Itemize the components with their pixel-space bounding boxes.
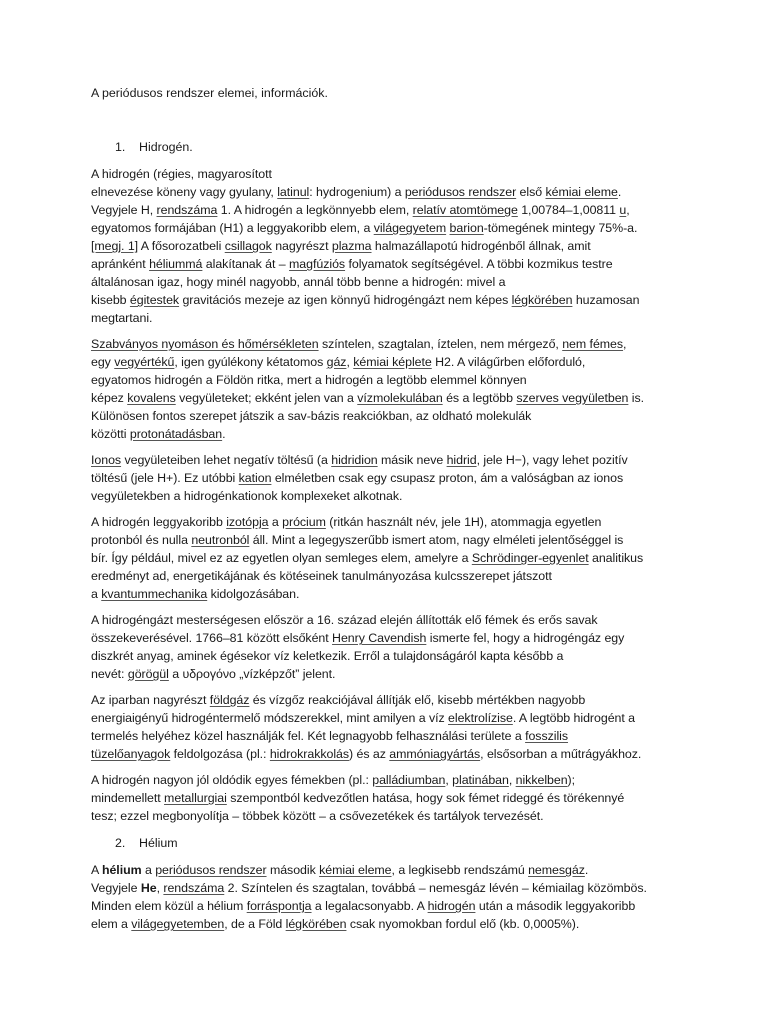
hyperlink[interactable]: vízmolekulában bbox=[357, 391, 443, 405]
hyperlink[interactable]: protonátadásban bbox=[129, 427, 223, 441]
hyperlink[interactable]: kémiai eleme bbox=[545, 185, 618, 199]
hyperlink[interactable]: u bbox=[619, 203, 627, 217]
hyperlink[interactable]: periódusos rendszer bbox=[155, 863, 267, 877]
section-number: 2. bbox=[115, 836, 126, 850]
hyperlink[interactable]: vegyértékű bbox=[114, 355, 175, 369]
paragraph: Az iparban nagyrészt földgáz és vízgőz reakciójával állítják elő, kisebb mértékben nagyobb energiaigényű hidrogéntermelő módszerekkel, mint amilyen a víz elektrolízise. A legtöbb hidrogént a termelés helyéhez közel használják fel. Két legnagyobb felhasználási területe a fosszilis tüzelőanyagok feldolgozása (pl.: hidrokrakkolás) és az ammóniagyártás, elsősorban a műtrágyákhoz. bbox=[91, 693, 642, 761]
hyperlink[interactable]: nikkelben bbox=[515, 773, 568, 787]
hyperlink[interactable]: Szabványos nyomáson és hőmérsékleten bbox=[91, 337, 319, 351]
hyperlink[interactable]: kovalens bbox=[127, 391, 176, 405]
hyperlink[interactable]: földgáz bbox=[209, 693, 250, 707]
hyperlink[interactable]: gáz bbox=[326, 355, 347, 369]
section-heading-helium bbox=[91, 834, 681, 852]
hyperlink[interactable]: magfúziós bbox=[289, 257, 346, 271]
section-body-hydrogen bbox=[91, 165, 681, 825]
bold-text: He bbox=[140, 881, 157, 895]
hyperlink[interactable]: légkörében bbox=[511, 293, 573, 307]
paragraph: Szabványos nyomáson és hőmérsékleten színtelen, szagtalan, íztelen, nem mérgező, nem fémes, egy vegyértékű, igen gyúlékony kétatomos gáz, kémiai képlete H2. A világűrben előforduló, egyatomos hidrogén a Földön ritka, mert a hidrogén a legtöbb elemmel könnyen képez kovalens vegyületeket; ekként jelen van a vízmolekulában és a legtöbb szerves vegyületben is. Különösen fontos szerepet játszik a sav-bázis reakciókban, az oldható molekulák közötti protonátadásban. bbox=[91, 337, 645, 441]
paragraph: Ionos vegyületeiben lehet negatív töltésű (a hidridion másik neve hidrid, jele H−), vagy lehet pozitív töltésű (jele H+). Ez utóbbi kation elméletben csak egy csupasz proton, ám a valóságban az ionos vegyületekben a hidrogénkationok komplexeket alkotnak. bbox=[91, 453, 628, 503]
hyperlink[interactable]: elektrolízise bbox=[448, 711, 513, 725]
document-title: A periódusos rendszer elemei, információk. bbox=[91, 86, 328, 100]
hyperlink[interactable]: kvantummechanika bbox=[101, 587, 208, 601]
hyperlink[interactable]: palládiumban bbox=[372, 773, 446, 787]
hyperlink[interactable]: metallurgiai bbox=[164, 791, 227, 805]
hyperlink[interactable]: latinul bbox=[277, 185, 310, 199]
hyperlink[interactable]: tüzelőanyagok bbox=[91, 747, 171, 761]
paragraph: A hélium a periódusos rendszer második kémiai eleme, a legkisebb rendszámú nemesgáz. Vegyjele He, rendszáma 2. Színtelen és szagtalan, továbbá – nemesgáz lévén – kémiailag közömbös. Minden elem közül a hélium forráspontja a legalacsonyabb. A hidrogén után a második leggyakoribb elem a világegyetemben, de a Föld légkörében csak nyomokban fordul elő (kb. 0,0005%). bbox=[91, 863, 647, 931]
hyperlink[interactable]: prócium bbox=[282, 515, 326, 529]
hyperlink[interactable]: hidridion bbox=[331, 453, 378, 467]
bold-text: hélium bbox=[101, 863, 142, 877]
hyperlink[interactable]: [megj. 1] bbox=[91, 239, 139, 253]
hyperlink[interactable]: neutronból bbox=[191, 533, 250, 547]
hyperlink[interactable]: izotópja bbox=[226, 515, 269, 529]
hyperlink[interactable]: rendszáma bbox=[156, 203, 218, 217]
hyperlink[interactable]: Schrödinger-egyenlet bbox=[471, 551, 589, 565]
section-body-helium bbox=[91, 861, 681, 933]
section-title: Hélium bbox=[139, 836, 178, 850]
hyperlink[interactable]: kémiai eleme bbox=[319, 863, 392, 877]
document-page bbox=[91, 84, 681, 933]
section-number: 1. bbox=[115, 140, 126, 154]
paragraph: A hidrogén nagyon jól oldódik egyes fémekben (pl.: palládiumban, platinában, nikkelben); mindemellett metallurgiai szempontból kedvezőtlen hatása, hogy sok fémet rideggé és törékennyé tesz; ezzel megbonyolítja – többek között – a csővezetékek és tartályok tervezését. bbox=[91, 773, 625, 823]
section-title: Hidrogén. bbox=[139, 140, 193, 154]
hyperlink[interactable]: hidrid bbox=[446, 453, 477, 467]
hyperlink[interactable]: kation bbox=[238, 471, 272, 485]
hyperlink[interactable]: héliummá bbox=[149, 257, 203, 271]
hyperlink[interactable]: hidrogén bbox=[427, 899, 476, 913]
hyperlink[interactable]: Ionos bbox=[91, 453, 122, 467]
hyperlink[interactable]: plazma bbox=[331, 239, 372, 253]
hyperlink[interactable]: forráspontja bbox=[246, 899, 312, 913]
hyperlink[interactable]: fosszilis bbox=[525, 729, 569, 743]
hyperlink[interactable]: világegyetemben bbox=[131, 917, 225, 931]
hyperlink[interactable]: Henry Cavendish bbox=[332, 631, 427, 645]
paragraph: A hidrogén leggyakoribb izotópja a prócium (ritkán használt név, jele 1H), atommagja egyetlen protonból és nulla neutronból áll. Mint a legegyszerűbb ismert atom, nagy elméleti jelentőséggel is bír. Így például, mivel ez az egyetlen olyan semleges elem, amelyre a Schrödinger-egyenlet analitikus eredményt ad, energetikájának és kötéseinek tanulmányozása kulcsszerepet játszott a kvantummechanika kidolgozásában. bbox=[91, 515, 644, 601]
hyperlink[interactable]: hidrokrakkolás bbox=[269, 747, 350, 761]
section-heading-hydrogen bbox=[91, 138, 681, 156]
hyperlink[interactable]: szerves vegyületben bbox=[516, 391, 629, 405]
hyperlink[interactable]: nem fémes bbox=[562, 337, 624, 351]
hyperlink[interactable]: rendszáma bbox=[163, 881, 225, 895]
hyperlink[interactable]: kémiai képlete bbox=[353, 355, 432, 369]
hyperlink[interactable]: nemesgáz bbox=[528, 863, 585, 877]
hyperlink[interactable]: barion bbox=[449, 221, 484, 235]
hyperlink[interactable]: periódusos rendszer bbox=[404, 185, 517, 199]
hyperlink[interactable]: ammóniagyártás bbox=[389, 747, 481, 761]
hyperlink[interactable]: görögül bbox=[127, 667, 169, 681]
hyperlink[interactable]: platinában bbox=[452, 773, 509, 787]
hyperlink[interactable]: légkörében bbox=[285, 917, 347, 931]
hyperlink[interactable]: relatív atomtömege bbox=[412, 203, 518, 217]
hyperlink[interactable]: égitestek bbox=[129, 293, 180, 307]
paragraph: A hidrogén (régies, magyarosított elnevezése köneny vagy gyulany, latinul: hydrogenium) a periódusos rendszer első kémiai eleme. Vegyjele H, rendszáma 1. A hidrogén a legkönnyebb elem, relatív atomtömege 1,00784–1,00811 u, egyatomos formájában (H1) a leggyakoribb elem, a világegyetem barion-tömegének mintegy 75%-a. [megj. 1] A fősorozatbeli csillagok nagyrészt plazma halmazállapotú hidrogénből állnak, amit apránként héliummá alakítanak át – magfúziós folyamatok segítségével. A többi kozmikus testre általánosan igaz, hogy minél nagyobb, annál több benne a hidrogén: mivel a kisebb égitestek gravitációs mezeje az igen könnyű hidrogéngázt nem képes légkörében huzamosan megtartani. bbox=[91, 167, 640, 325]
hyperlink[interactable]: világegyetem bbox=[373, 221, 447, 235]
hyperlink[interactable]: csillagok bbox=[224, 239, 272, 253]
paragraph: A hidrogéngázt mesterségesen először a 16. század elején állították elő fémek és erős savak összekeverésével. 1766–81 között elsőként Henry Cavendish ismerte fel, hogy a hidrogéngáz egy diszkrét anyag, aminek égésekor víz keletkezik. Erről a tulajdonságáról kapta később a nevét: görögül a υδρογόνο „vízképzőt” jelent. bbox=[91, 613, 625, 681]
